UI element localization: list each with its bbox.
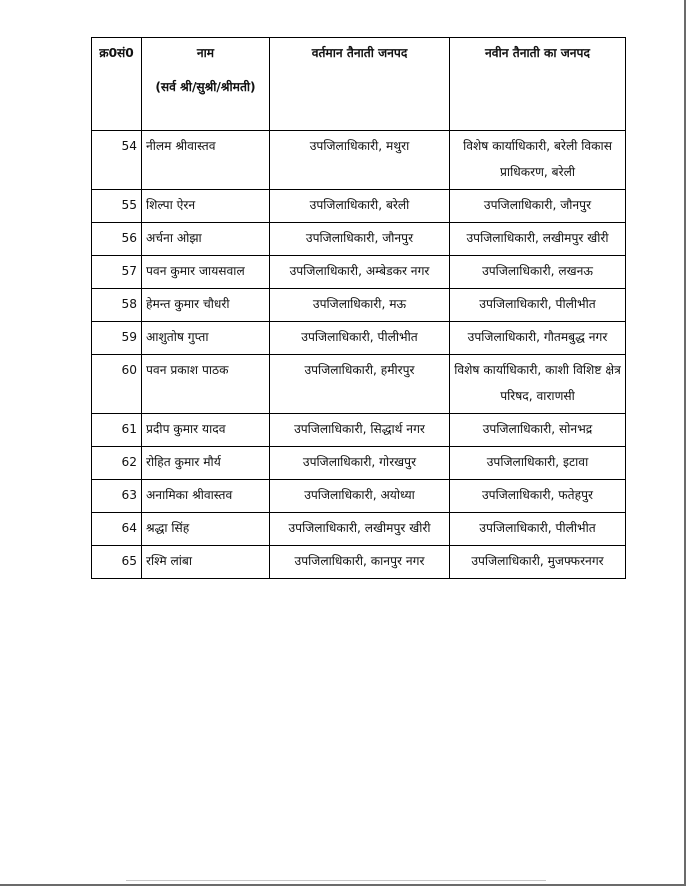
new-posting-cell: उपजिलाधिकारी, पीलीभीत <box>450 513 626 546</box>
current-posting-cell: उपजिलाधिकारी, बरेली <box>270 190 450 223</box>
header-new-posting: नवीन तैनाती का जनपद <box>450 38 626 131</box>
current-posting-cell: उपजिलाधिकारी, अम्बेडकर नगर <box>270 256 450 289</box>
header-serial: क्र0सं0 <box>92 38 142 131</box>
table-header-row <box>92 38 626 131</box>
table-row <box>92 256 626 289</box>
new-posting-cell: उपजिलाधिकारी, सोनभद्र <box>450 414 626 447</box>
new-posting-cell: विशेष कार्याधिकारी, काशी विशिष्ट क्षेत्र परिषद, वाराणसी <box>450 355 626 414</box>
serial-number-cell: 64 <box>92 513 142 546</box>
table-row <box>92 289 626 322</box>
table-row <box>92 414 626 447</box>
new-posting-cell: उपजिलाधिकारी, लखीमपुर खीरी <box>450 223 626 256</box>
table-row <box>92 355 626 414</box>
table-row <box>92 223 626 256</box>
new-posting-cell: उपजिलाधिकारी, गौतमबुद्ध नगर <box>450 322 626 355</box>
new-posting-cell: उपजिलाधिकारी, जौनपुर <box>450 190 626 223</box>
current-posting-cell: उपजिलाधिकारी, कानपुर नगर <box>270 546 450 579</box>
serial-number-cell: 65 <box>92 546 142 579</box>
table-row <box>92 322 626 355</box>
officer-name-cell: अर्चना ओझा <box>142 223 270 256</box>
current-posting-cell: उपजिलाधिकारी, लखीमपुर खीरी <box>270 513 450 546</box>
officer-name-cell: रश्मि लांबा <box>142 546 270 579</box>
table-row <box>92 513 626 546</box>
table-row <box>92 190 626 223</box>
table-row <box>92 546 626 579</box>
new-posting-cell: उपजिलाधिकारी, इटावा <box>450 447 626 480</box>
current-posting-cell: उपजिलाधिकारी, मऊ <box>270 289 450 322</box>
serial-number-cell: 55 <box>92 190 142 223</box>
officer-name-cell: नीलम श्रीवास्तव <box>142 131 270 190</box>
serial-number-cell: 59 <box>92 322 142 355</box>
table-body <box>92 131 626 579</box>
header-name-label: नाम <box>196 46 215 60</box>
table-row <box>92 480 626 513</box>
table-row <box>92 131 626 190</box>
current-posting-cell: उपजिलाधिकारी, पीलीभीत <box>270 322 450 355</box>
serial-number-cell: 54 <box>92 131 142 190</box>
current-posting-cell: उपजिलाधिकारी, जौनपुर <box>270 223 450 256</box>
header-current-posting: वर्तमान तैनाती जनपद <box>270 38 450 131</box>
officer-name-cell: श्रद्धा सिंह <box>142 513 270 546</box>
officer-name-cell: आशुतोष गुप्ता <box>142 322 270 355</box>
new-posting-cell: उपजिलाधिकारी, लखनऊ <box>450 256 626 289</box>
officer-name-cell: प्रदीप कुमार यादव <box>142 414 270 447</box>
new-posting-cell: उपजिलाधिकारी, फतेहपुर <box>450 480 626 513</box>
new-posting-cell: उपजिलाधिकारी, पीलीभीत <box>450 289 626 322</box>
current-posting-cell: उपजिलाधिकारी, गोरखपुर <box>270 447 450 480</box>
officer-name-cell: रोहित कुमार मौर्य <box>142 447 270 480</box>
serial-number-cell: 61 <box>92 414 142 447</box>
officer-name-cell: पवन कुमार जायसवाल <box>142 256 270 289</box>
page-bottom-rule <box>126 880 546 881</box>
current-posting-cell: उपजिलाधिकारी, अयोध्या <box>270 480 450 513</box>
table-row <box>92 447 626 480</box>
serial-number-cell: 62 <box>92 447 142 480</box>
serial-number-cell: 56 <box>92 223 142 256</box>
serial-number-cell: 60 <box>92 355 142 414</box>
current-posting-cell: उपजिलाधिकारी, हमीरपुर <box>270 355 450 414</box>
officer-name-cell: शिल्पा ऐरन <box>142 190 270 223</box>
header-name-sub: (सर्व श्री/सुश्री/श्रीमती) <box>155 80 256 94</box>
serial-number-cell: 57 <box>92 256 142 289</box>
new-posting-cell: विशेष कार्याधिकारी, बरेली विकास प्राधिकरण, बरेली <box>450 131 626 190</box>
current-posting-cell: उपजिलाधिकारी, सिद्धार्थ नगर <box>270 414 450 447</box>
current-posting-cell: उपजिलाधिकारी, मथुरा <box>270 131 450 190</box>
header-name <box>142 38 270 131</box>
officer-name-cell: हेमन्त कुमार चौधरी <box>142 289 270 322</box>
serial-number-cell: 58 <box>92 289 142 322</box>
transfer-table <box>91 37 626 579</box>
new-posting-cell: उपजिलाधिकारी, मुजफ्फरनगर <box>450 546 626 579</box>
serial-number-cell: 63 <box>92 480 142 513</box>
officer-name-cell: अनामिका श्रीवास्तव <box>142 480 270 513</box>
officer-name-cell: पवन प्रकाश पाठक <box>142 355 270 414</box>
